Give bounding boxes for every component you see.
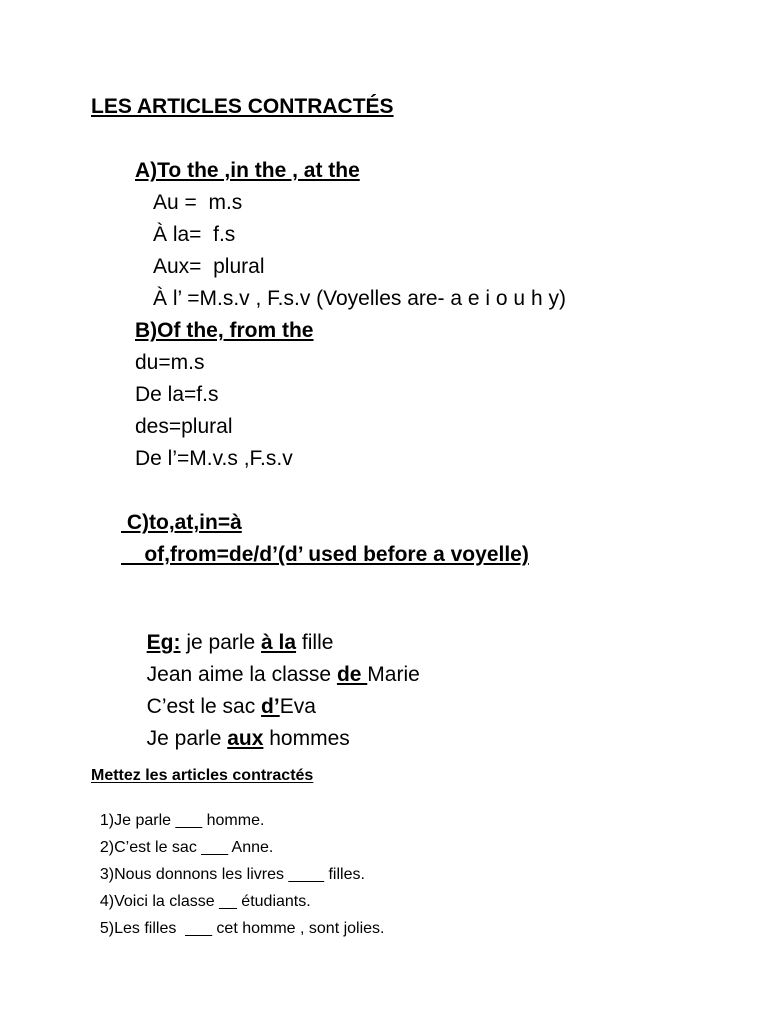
exercise-blank: ___ <box>175 812 203 829</box>
section-a-row: À la= f.s <box>153 223 236 246</box>
example-label: Eg: <box>146 631 181 654</box>
example-text: C’est le sac <box>146 695 262 718</box>
section-b-row: du=m.s <box>135 351 205 374</box>
section-a-row: Au = m.s <box>153 191 243 214</box>
example-text: Marie <box>367 663 420 686</box>
section-a-row: À l’ =M.s.v , F.s.v (Voyelles are- a e i o u h y) <box>153 287 566 310</box>
section-a-row: Aux= plural <box>153 255 265 278</box>
section-b-row: De l’=M.v.s ,F.s.v <box>135 447 293 470</box>
section-b-row: De la=f.s <box>135 383 219 406</box>
exercise-text: étudiants. <box>236 893 311 910</box>
exercise-text: homme. <box>202 812 265 829</box>
example-text: Eva <box>279 695 316 718</box>
exercise-blank: ___ <box>201 839 228 856</box>
section-b-row: des=plural <box>135 415 233 438</box>
exercise-text: 2)C’est le sac <box>99 839 202 856</box>
example-text: Je parle <box>146 727 228 750</box>
example-article: de <box>336 663 368 686</box>
example-article: d’ <box>261 695 280 718</box>
exercise-text: 3)Nous donnons les livres <box>99 866 289 883</box>
section-c-line-2: of,from=de/d’(d’ used before a voyelle) <box>121 543 529 566</box>
page-title: LES ARTICLES CONTRACTÉS <box>91 95 394 118</box>
exercise-item <box>91 902 384 938</box>
exercise-heading: Mettez les articles contractés <box>91 767 314 784</box>
example-4 <box>135 703 350 751</box>
section-c-line-1: C)to,at,in=à <box>121 511 242 534</box>
exercise-text: 5)Les filles <box>99 920 186 937</box>
exercise-blank: ___ <box>185 920 212 937</box>
section-b-heading: B)Of the, from the <box>135 319 314 342</box>
exercise-text: filles. <box>324 866 365 883</box>
exercise-blank: ____ <box>288 866 325 883</box>
exercise-text: Anne. <box>227 839 274 856</box>
exercise-text: 4)Voici la classe <box>99 893 220 910</box>
exercise-text: cet homme , sont jolies. <box>211 920 385 937</box>
example-text: fille <box>296 631 334 654</box>
example-article: aux <box>227 727 264 750</box>
exercise-text: 1)Je parle <box>99 812 176 829</box>
exercise-blank: __ <box>219 893 237 910</box>
section-a-heading: A)To the ,in the , at the <box>135 159 360 182</box>
example-text: hommes <box>263 727 350 750</box>
example-article: à la <box>261 631 297 654</box>
example-text: Jean aime la classe <box>146 663 337 686</box>
example-text: je parle <box>180 631 262 654</box>
